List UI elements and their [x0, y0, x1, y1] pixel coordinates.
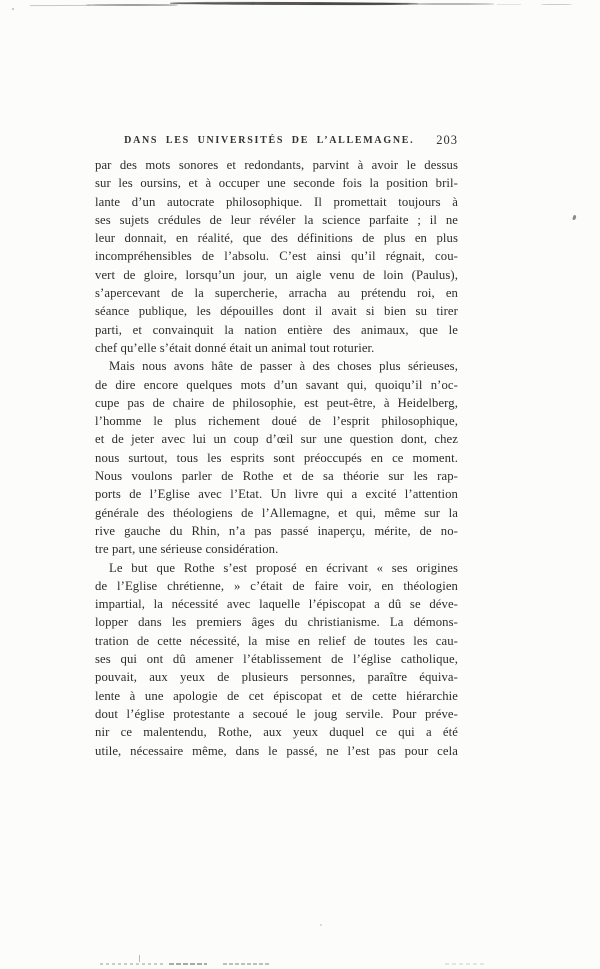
text-line: tre part, une sérieuse considération. [95, 542, 279, 557]
scan-artifact-top-edge [30, 5, 90, 6]
body-text [95, 156, 458, 760]
page-header [95, 133, 458, 148]
text-line: ses qui ont dû amener l’établissement de l’église catholique, [95, 652, 458, 667]
text-line: chef qu’elle s’était donné était un animal tout roturier. [95, 340, 375, 355]
scan-artifact-top-edge [300, 3, 412, 5]
scan-artifact-bottom-edge [100, 963, 166, 965]
text-line: vert de gloire, lorsqu’un jour, un aigle venu de loin (Paulus), [95, 267, 458, 282]
text-line: s’apercevant de la supercherie, arracha au prétendu roi, en [95, 286, 458, 301]
text-line: l’homme le plus richement doué de l’esprit philosophique, [95, 414, 458, 429]
text-line: tration de cette nécessité, la mise en relief de toutes les cau- [95, 633, 458, 648]
text-line: ports de l’Eglise avec l’Etat. Un livre qui a excité l’attention [95, 487, 458, 502]
text-line: lante d’un autocrate philosophique. Il promettait toujours à [95, 194, 458, 209]
page-number: 203 [436, 133, 458, 147]
paragraph-1 [95, 156, 458, 357]
text-line: Mais nous avons hâte de passer à des choses plus sérieuses, [109, 359, 458, 374]
scan-artifact-bottom-edge [169, 963, 207, 966]
scan-artifact-tick [139, 955, 140, 962]
text-line: lopper dans les premiers âges du christianisme. La démons- [95, 615, 458, 630]
text-line: impartial, la nécessité avec laquelle l’épiscopat a dû se déve- [95, 597, 458, 612]
text-line: de dire encore quelques mots d’un savant qui, quoiqu’il n’oc- [95, 377, 458, 392]
scan-artifact-bottom-edge [445, 963, 487, 965]
text-line: Nous voulons parler de Rothe et de sa théorie sur les rap- [95, 469, 458, 484]
text-line: cupe pas de chaire de philosophie, est peut-être, à Heidelberg, [95, 395, 458, 410]
text-line: Le but que Rothe s’est proposé en écrivant « ses origines [109, 560, 458, 575]
paragraph-2 [95, 357, 458, 558]
text-line: rive gauche du Rhin, n’a pas passé inaperçu, mérite, de no- [95, 523, 458, 538]
text-line: ses sujets crédules de leur révéler la science parfaite ; il ne [95, 212, 458, 227]
text-line: leur donnait, en réalité, que des définitions de plus en plus [95, 231, 458, 246]
text-line: nir ce malentendu, Rothe, aux yeux duquel ce qui a été [95, 725, 458, 740]
scan-artifact-top-edge [497, 4, 521, 5]
text-line: incompréhensibles de l’absolu. C’est ainsi qu’il régnait, cou- [95, 249, 458, 264]
scan-artifact-bottom-edge [223, 963, 269, 965]
text-line: générale des théologiens de l’Allemagne, et qui, même sur la [95, 505, 458, 520]
scan-artifact-top-edge [86, 4, 178, 6]
text-line: séance publique, les dépouilles dont il avait si bien su tirer [95, 304, 458, 319]
scan-artifact-speck [572, 215, 576, 220]
text-line: par des mots sonores et redondants, parvint à avoir le dessus [95, 158, 458, 172]
scan-artifact-top-edge [170, 2, 418, 5]
text-line: de l’Eglise chrétienne, » c’était de faire voir, en théologien [95, 578, 458, 593]
scan-artifact-top-edge [541, 4, 572, 6]
paragraph-3 [95, 559, 458, 760]
text-line: et de jeter avec lui un coup d’œil sur une question dont, chez [95, 432, 458, 447]
text-line: dout l’église protestante a secoué le joug servile. Pour préve- [95, 706, 458, 721]
scan-artifact-dot [320, 924, 322, 926]
text-line: utile, nécessaire même, dans le passé, ne l’est pas pour cela [95, 743, 458, 758]
scan-artifact-top-edge [408, 3, 494, 5]
scan-artifact-dot [12, 8, 14, 10]
running-title: DANS LES UNIVERSITÉS DE L’ALLEMAGNE. [124, 135, 415, 146]
text-line: pouvait, aux yeux de plusieurs personnes, paraître équiva- [95, 670, 458, 685]
text-line: lente à une apologie de cet épiscopat et de cette hiérarchie [95, 688, 458, 703]
text-line: sur les oursins, et à occuper une seconde fois la position bril- [95, 176, 458, 191]
text-line: nous surtout, tous les esprits sont préoccupés en ce moment. [95, 450, 458, 465]
text-line: parti, et convainquit la nation entière des animaux, que le [95, 322, 458, 337]
